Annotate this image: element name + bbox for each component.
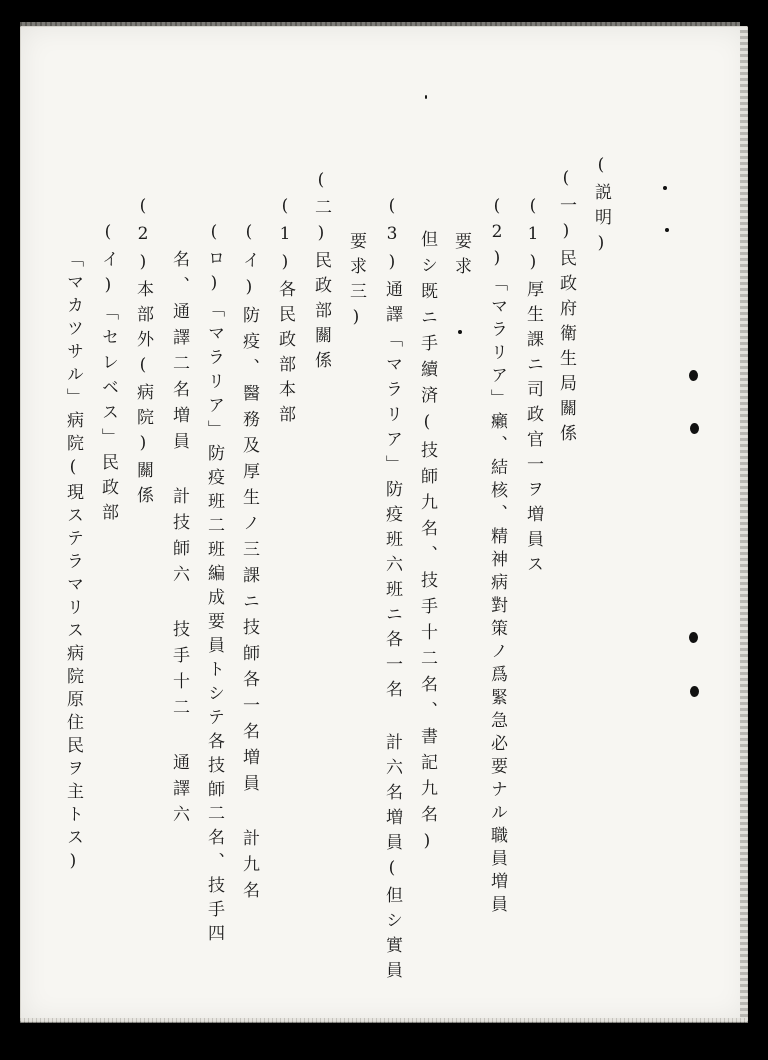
text-column-14: (2)本部外(病院)關係 — [133, 196, 153, 511]
scan-speck — [690, 423, 699, 434]
scan-speck — [689, 632, 698, 643]
text-column-16: 「マカツサル」病院(現ステラマリス病院原住民ヲ主トス) — [63, 250, 83, 877]
text-column-13: 名、通譯二名増員 計技師六 技手十二 通譯六 — [169, 250, 189, 831]
text-column-4: (2)「マラリア」癩、結核、精神病對策ノ爲緊急必要ナル職員増員 — [487, 196, 507, 918]
text-column-6: 但シ既ニ手續済(技師九名、技手十二名、書記九名) — [417, 230, 437, 860]
text-column-10: (1)各民政部本部 — [275, 196, 295, 430]
text-column-5: 要求 — [451, 232, 471, 282]
text-column-11: (イ)防疫、醫務及厚生ノ三課ニ技師各一名増員 計九名 — [239, 222, 259, 907]
text-column-12: (ロ)「マラリア」防疫班二班編成要員トシテ各技師二名、技手四 — [204, 222, 224, 948]
scan-speck — [458, 330, 462, 334]
scan-speck — [425, 95, 427, 99]
text-column-9: (二)民政部關係 — [311, 170, 331, 376]
scan-speck — [663, 186, 667, 190]
page-edge-bottom — [20, 1018, 748, 1023]
scan-speck — [689, 370, 698, 381]
text-column-8: 要求三) — [346, 232, 366, 335]
text-column-7: (3)通譯「マラリア」防疫班六班ニ各一名 計六名増員(但シ實員 — [382, 196, 402, 986]
scan-speck — [665, 228, 669, 232]
scan-speck — [690, 686, 699, 697]
text-column-15: (イ)「セレベス」民政部 — [98, 222, 118, 528]
text-column-3: (1)厚生課ニ司政官一ヲ増員ス — [523, 196, 543, 580]
text-column-1: (説明) — [591, 155, 611, 261]
text-column-2: (一)民政府衛生局關係 — [556, 168, 576, 449]
page-edge-right — [740, 30, 748, 1020]
